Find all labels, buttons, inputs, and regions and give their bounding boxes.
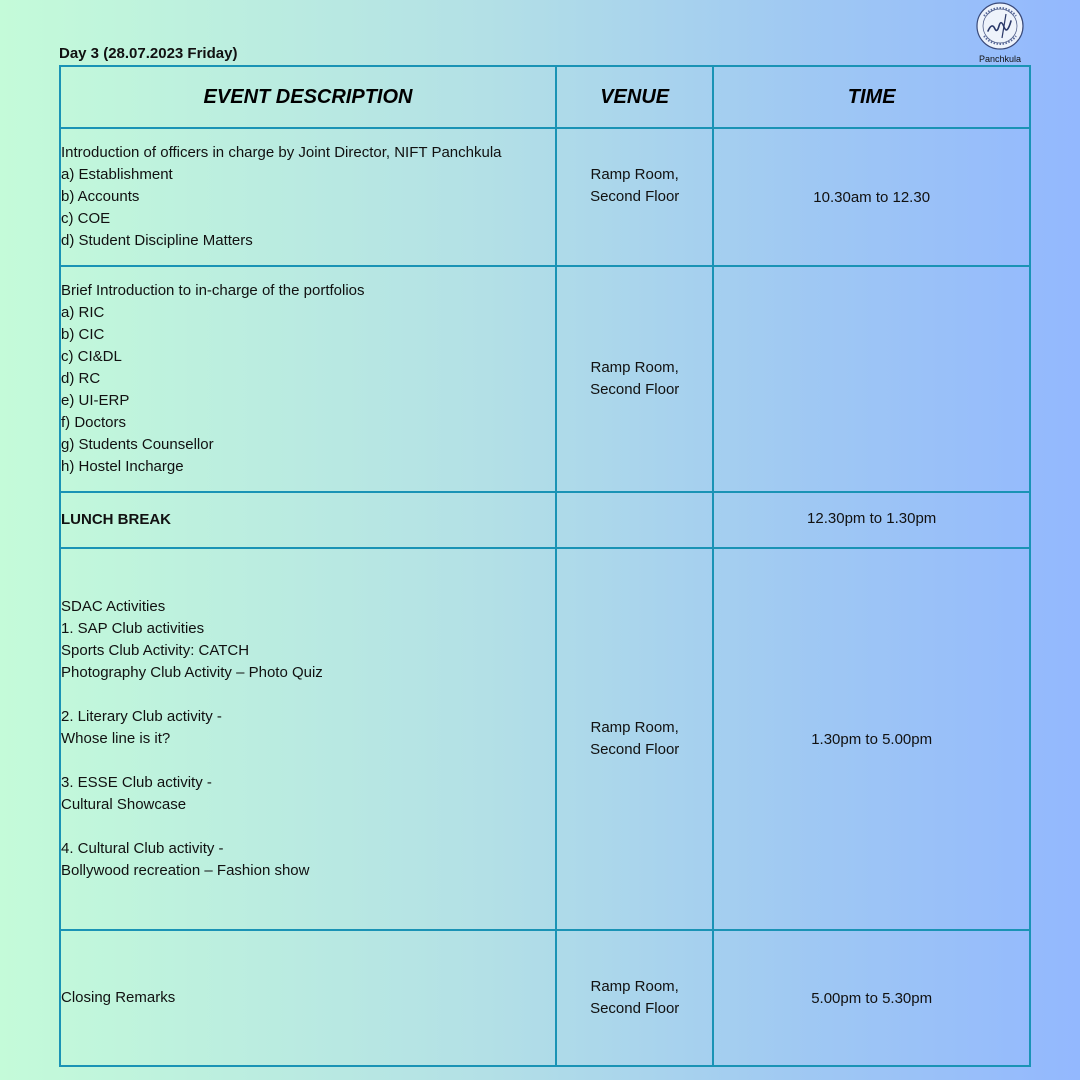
event-cell bbox=[60, 128, 556, 266]
spacer bbox=[61, 816, 555, 838]
event-line: Bollywood recreation – Fashion show bbox=[61, 862, 310, 879]
venue-cell bbox=[556, 128, 713, 266]
event-line: a) Establishment bbox=[61, 166, 173, 183]
spacer bbox=[61, 750, 555, 772]
event-line: Brief Introduction to in-charge of the portfolios bbox=[61, 282, 365, 299]
event-cell: LUNCH BREAK bbox=[60, 492, 556, 548]
nift-emblem-icon bbox=[976, 2, 1024, 50]
event-line: f) Doctors bbox=[61, 414, 127, 431]
nift-logo bbox=[972, 0, 1030, 66]
venue-line: Ramp Room, bbox=[590, 359, 679, 376]
table-row bbox=[60, 266, 1030, 492]
event-line: Introduction of officers in charge by Joint Director, NIFT Panchkula bbox=[61, 144, 502, 161]
event-line: 2. Literary Club activity - bbox=[61, 708, 222, 725]
venue-line: Ramp Room, bbox=[590, 719, 679, 736]
event-line: 3. ESSE Club activity - bbox=[61, 774, 212, 791]
event-line: d) RC bbox=[61, 370, 101, 387]
schedule-table bbox=[59, 65, 1031, 1067]
event-line: e) UI-ERP bbox=[61, 392, 130, 409]
event-line: d) Student Discipline Matters bbox=[61, 232, 253, 249]
venue-line: Second Floor bbox=[590, 188, 680, 205]
event-line: 1. SAP Club activities bbox=[61, 620, 205, 637]
table-header-row bbox=[60, 66, 1030, 128]
event-line: c) COE bbox=[61, 210, 111, 227]
event-cell bbox=[60, 548, 556, 930]
event-line: a) RIC bbox=[61, 304, 105, 321]
event-line: Photography Club Activity – Photo Quiz bbox=[61, 664, 323, 681]
event-line: b) CIC bbox=[61, 326, 105, 343]
column-header-time: TIME bbox=[713, 66, 1030, 128]
time-cell: 12.30pm to 1.30pm bbox=[713, 492, 1030, 548]
event-line: Whose line is it? bbox=[61, 730, 171, 747]
logo-caption: Panchkula bbox=[978, 54, 1022, 64]
venue-line: Second Floor bbox=[590, 741, 680, 758]
spacer bbox=[61, 684, 555, 706]
venue-cell bbox=[556, 266, 713, 492]
venue-line: Second Floor bbox=[590, 1000, 680, 1017]
day-title: Day 3 (28.07.2023 Friday) bbox=[59, 45, 238, 62]
time-cell bbox=[713, 266, 1030, 492]
venue-line: Second Floor bbox=[590, 381, 680, 398]
venue-cell bbox=[556, 930, 713, 1066]
event-line: g) Students Counsellor bbox=[61, 436, 214, 453]
event-line: Cultural Showcase bbox=[61, 796, 187, 813]
event-line: 4. Cultural Club activity - bbox=[61, 840, 224, 857]
event-line: c) CI&DL bbox=[61, 348, 122, 365]
event-cell bbox=[60, 266, 556, 492]
time-cell: 10.30am to 12.30 bbox=[713, 128, 1030, 266]
time-cell: 1.30pm to 5.00pm bbox=[713, 548, 1030, 930]
venue-cell bbox=[556, 548, 713, 930]
column-header-venue: VENUE bbox=[556, 66, 713, 128]
venue-line: Ramp Room, bbox=[590, 166, 679, 183]
event-line: b) Accounts bbox=[61, 188, 140, 205]
table-row bbox=[60, 548, 1030, 930]
table-row bbox=[60, 930, 1030, 1066]
venue-cell bbox=[556, 492, 713, 548]
event-cell: Closing Remarks bbox=[60, 930, 556, 1066]
column-header-event: EVENT DESCRIPTION bbox=[60, 66, 556, 128]
event-line: SDAC Activities bbox=[61, 598, 166, 615]
table-row bbox=[60, 128, 1030, 266]
event-line: Sports Club Activity: CATCH bbox=[61, 642, 250, 659]
table-row bbox=[60, 492, 1030, 548]
event-line: h) Hostel Incharge bbox=[61, 458, 184, 475]
time-cell: 5.00pm to 5.30pm bbox=[713, 930, 1030, 1066]
venue-line: Ramp Room, bbox=[590, 978, 679, 995]
